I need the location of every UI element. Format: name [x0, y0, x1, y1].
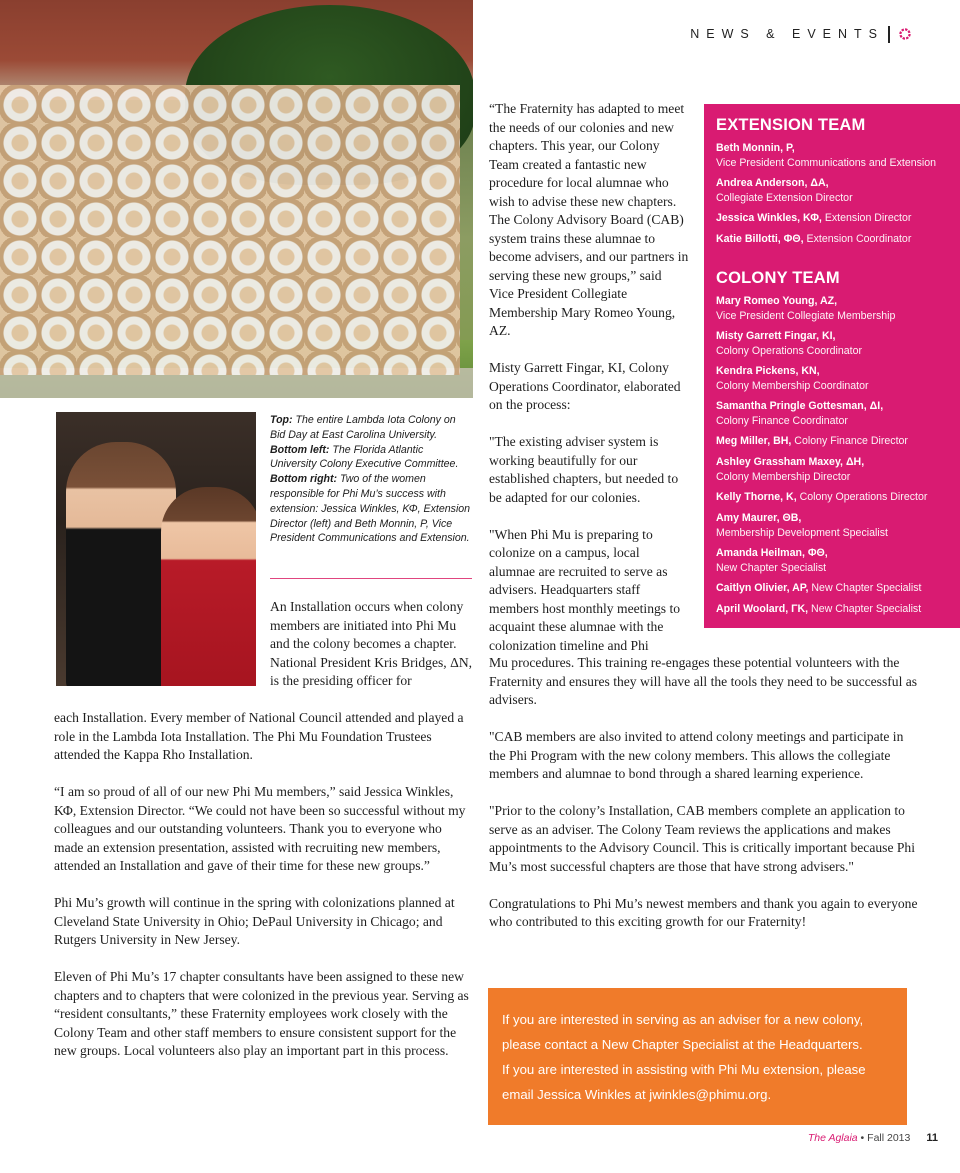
colony-member: April Woolard, ΓK, New Chapter Specialist [716, 603, 922, 615]
extension-member: Beth Monnin, P, Vice President Communications and Extension [716, 142, 937, 169]
paragraph-installation-a: An Installation occurs when colony members are initiated into Phi Mu and the colony becomes a chapter. National President Kris Bridges, ΔN, is the presiding officer for [270, 599, 473, 688]
colony-member: Kendra Pickens, KN, Colony Membership Coordinator [716, 365, 869, 392]
caption-divider [270, 578, 472, 579]
section-header [690, 24, 912, 44]
header-divider [888, 26, 890, 43]
right-column-body [489, 654, 919, 950]
colony-member: Amy Maurer, ΘB, Membership Development Specialist [716, 512, 888, 539]
section-label: NEWS & EVENTS [690, 27, 884, 41]
paragraph-quote: “I am so proud of all of our new Phi Mu members,” said Jessica Winkles, ΚΦ, Extension Director. “We could not have been so successful without my colleagues and our outstanding volunteers. Thank you to everyone who made an extension presentation, assisted with recruiting new members, attended an Installation and gave of their time for these new groups.” [54, 784, 466, 873]
extension-member: Katie Billotti, ΦΘ, Extension Coordinator [716, 233, 912, 245]
paragraph-procedures: Mu procedures. This training re-engages these potential volunteers with the Fraternity and ensures they will have all the tools they need to be successful as advisers. [489, 655, 918, 707]
cta-email-line[interactable]: email Jessica Winkles at jwinkles@phimu.org. [502, 1087, 772, 1102]
paragraph-cab-quote: “The Fraternity has adapted to meet the needs of our colonies and new chapters. This year, our Colony Team created a fantastic new procedure for local alumnae who wish to advise these new chapters. The Colony Advisory Board (CAB) system trains these alumnae to become advisers, and our partners in serving these new groups,” said Vice President Collegiate Membership Mary Romeo Young, AZ. [489, 101, 689, 338]
right-column-top [489, 100, 689, 674]
caption-top-text: The entire Lambda Iota Colony on Bid Day at East Carolina University. [270, 414, 456, 441]
page-number: 11 [926, 1132, 938, 1144]
colony-member: Kelly Thorne, K, Colony Operations Director [716, 491, 928, 503]
caption-bottom-right-label: Bottom right: [270, 473, 338, 486]
issue-label: • Fall 2013 [857, 1132, 911, 1144]
paragraph-cab-members: "CAB members are also invited to attend colony meetings and participate in the Phi Program with the new colony members. This allows the collegiate members and alumnae to bond through a shared learning experience. [489, 729, 904, 781]
paragraph-existing-system: "The existing adviser system is working beautifully for our established chapters, but needed to be adapted for our colonies. [489, 434, 679, 505]
caption-bottom-right-text: Two of the women responsible for Phi Mu’s success with extension: Jessica Winkles, ΚΦ, Extension Director (left) and Beth Monnin, P, Vice President Communications and Extension. [270, 473, 471, 545]
cta-line: please contact a New Chapter Specialist at the Headquarters. [502, 1037, 863, 1052]
duo-photo [56, 412, 256, 686]
caption-top-label: Top: [270, 414, 293, 426]
caption-bottom-left-label: Bottom left: [270, 443, 330, 456]
flower-logo-icon [898, 27, 912, 41]
colony-member: Mary Romeo Young, AZ, Vice President Collegiate Membership [716, 295, 896, 322]
colony-member: Samantha Pringle Gottesman, ΔI, Colony Finance Coordinator [716, 400, 884, 427]
team-sidebar [704, 104, 960, 628]
extension-member: Jessica Winkles, ΚΦ, Extension Director [716, 212, 912, 224]
cta-line: If you are interested in serving as an adviser for a new colony, [502, 1012, 864, 1027]
colony-member: Caitlyn Olivier, AP, New Chapter Specialist [716, 582, 922, 594]
extension-member: Andrea Anderson, ΔA, Collegiate Extension Director [716, 177, 853, 204]
contact-callout [488, 988, 907, 1125]
colony-team-title: COLONY TEAM [716, 269, 840, 287]
paragraph-preparing: "When Phi Mu is preparing to colonize on a campus, local alumnae are recruited to serve as advisers. Headquarters staff members host monthly meetings to acquaint these alumnae with the colonization timeline and Phi [489, 526, 681, 653]
paragraph-congratulations: Congratulations to Phi Mu’s newest members and thank you again to everyone who contributed to this exciting growth for our Fraternity! [489, 895, 918, 929]
paragraph-consultants: Eleven of Phi Mu’s 17 chapter consultants have been assigned to these new chapters and to chapters that were colonized in the previous year. Serving as “resident consultants,” these Fraternity employees work closely with the Colony Team and other staff members to ensure consistent support for the new groups. Local volunteers also play an important part in this process. [54, 969, 469, 1058]
left-column-body [54, 709, 474, 1079]
colony-member: Amanda Heilman, ΦΘ, New Chapter Specialist [716, 547, 828, 574]
paragraph-installation-b: each Installation. Every member of National Council attended and played a role in the Lambda Iota Installation. The Phi Mu Foundation Trustees attended the Kappa Rho Installation. [54, 710, 464, 762]
cta-line: If you are interested in assisting with Phi Mu extension, please [502, 1062, 866, 1077]
colony-member: Meg Miller, BH, Colony Finance Director [716, 435, 908, 447]
colony-member: Misty Garrett Fingar, KI, Colony Operations Coordinator [716, 330, 863, 357]
caption-bottom-left-text: The Florida Atlantic University Colony Executive Committee. [270, 443, 459, 471]
magazine-name: The Aglaia [807, 1132, 858, 1144]
group-photo [0, 0, 473, 398]
paragraph-growth: Phi Mu’s growth will continue in the spring with colonizations planned at Cleveland State University in Ohio; DePaul University in Chicago; and Rutgers University in New Jersey. [54, 895, 455, 947]
paragraph-elaborated: Misty Garrett Fingar, KI, Colony Operations Coordinator, elaborated on the process: [489, 360, 681, 412]
photo-caption [270, 413, 472, 546]
left-column-top [270, 598, 474, 691]
colony-member: Ashley Grassham Maxey, ΔH, Colony Membership Director [716, 456, 865, 483]
page-footer [808, 1132, 938, 1144]
paragraph-prior-installation: "Prior to the colony’s Installation, CAB members complete an application to serve as an adviser. The Colony Team reviews the applications and makes appointments to the Advisory Council. This is critically important because Phi Mu’s most successful chapters are those that have strong advisers." [489, 803, 916, 874]
extension-team-title: EXTENSION TEAM [716, 116, 866, 134]
